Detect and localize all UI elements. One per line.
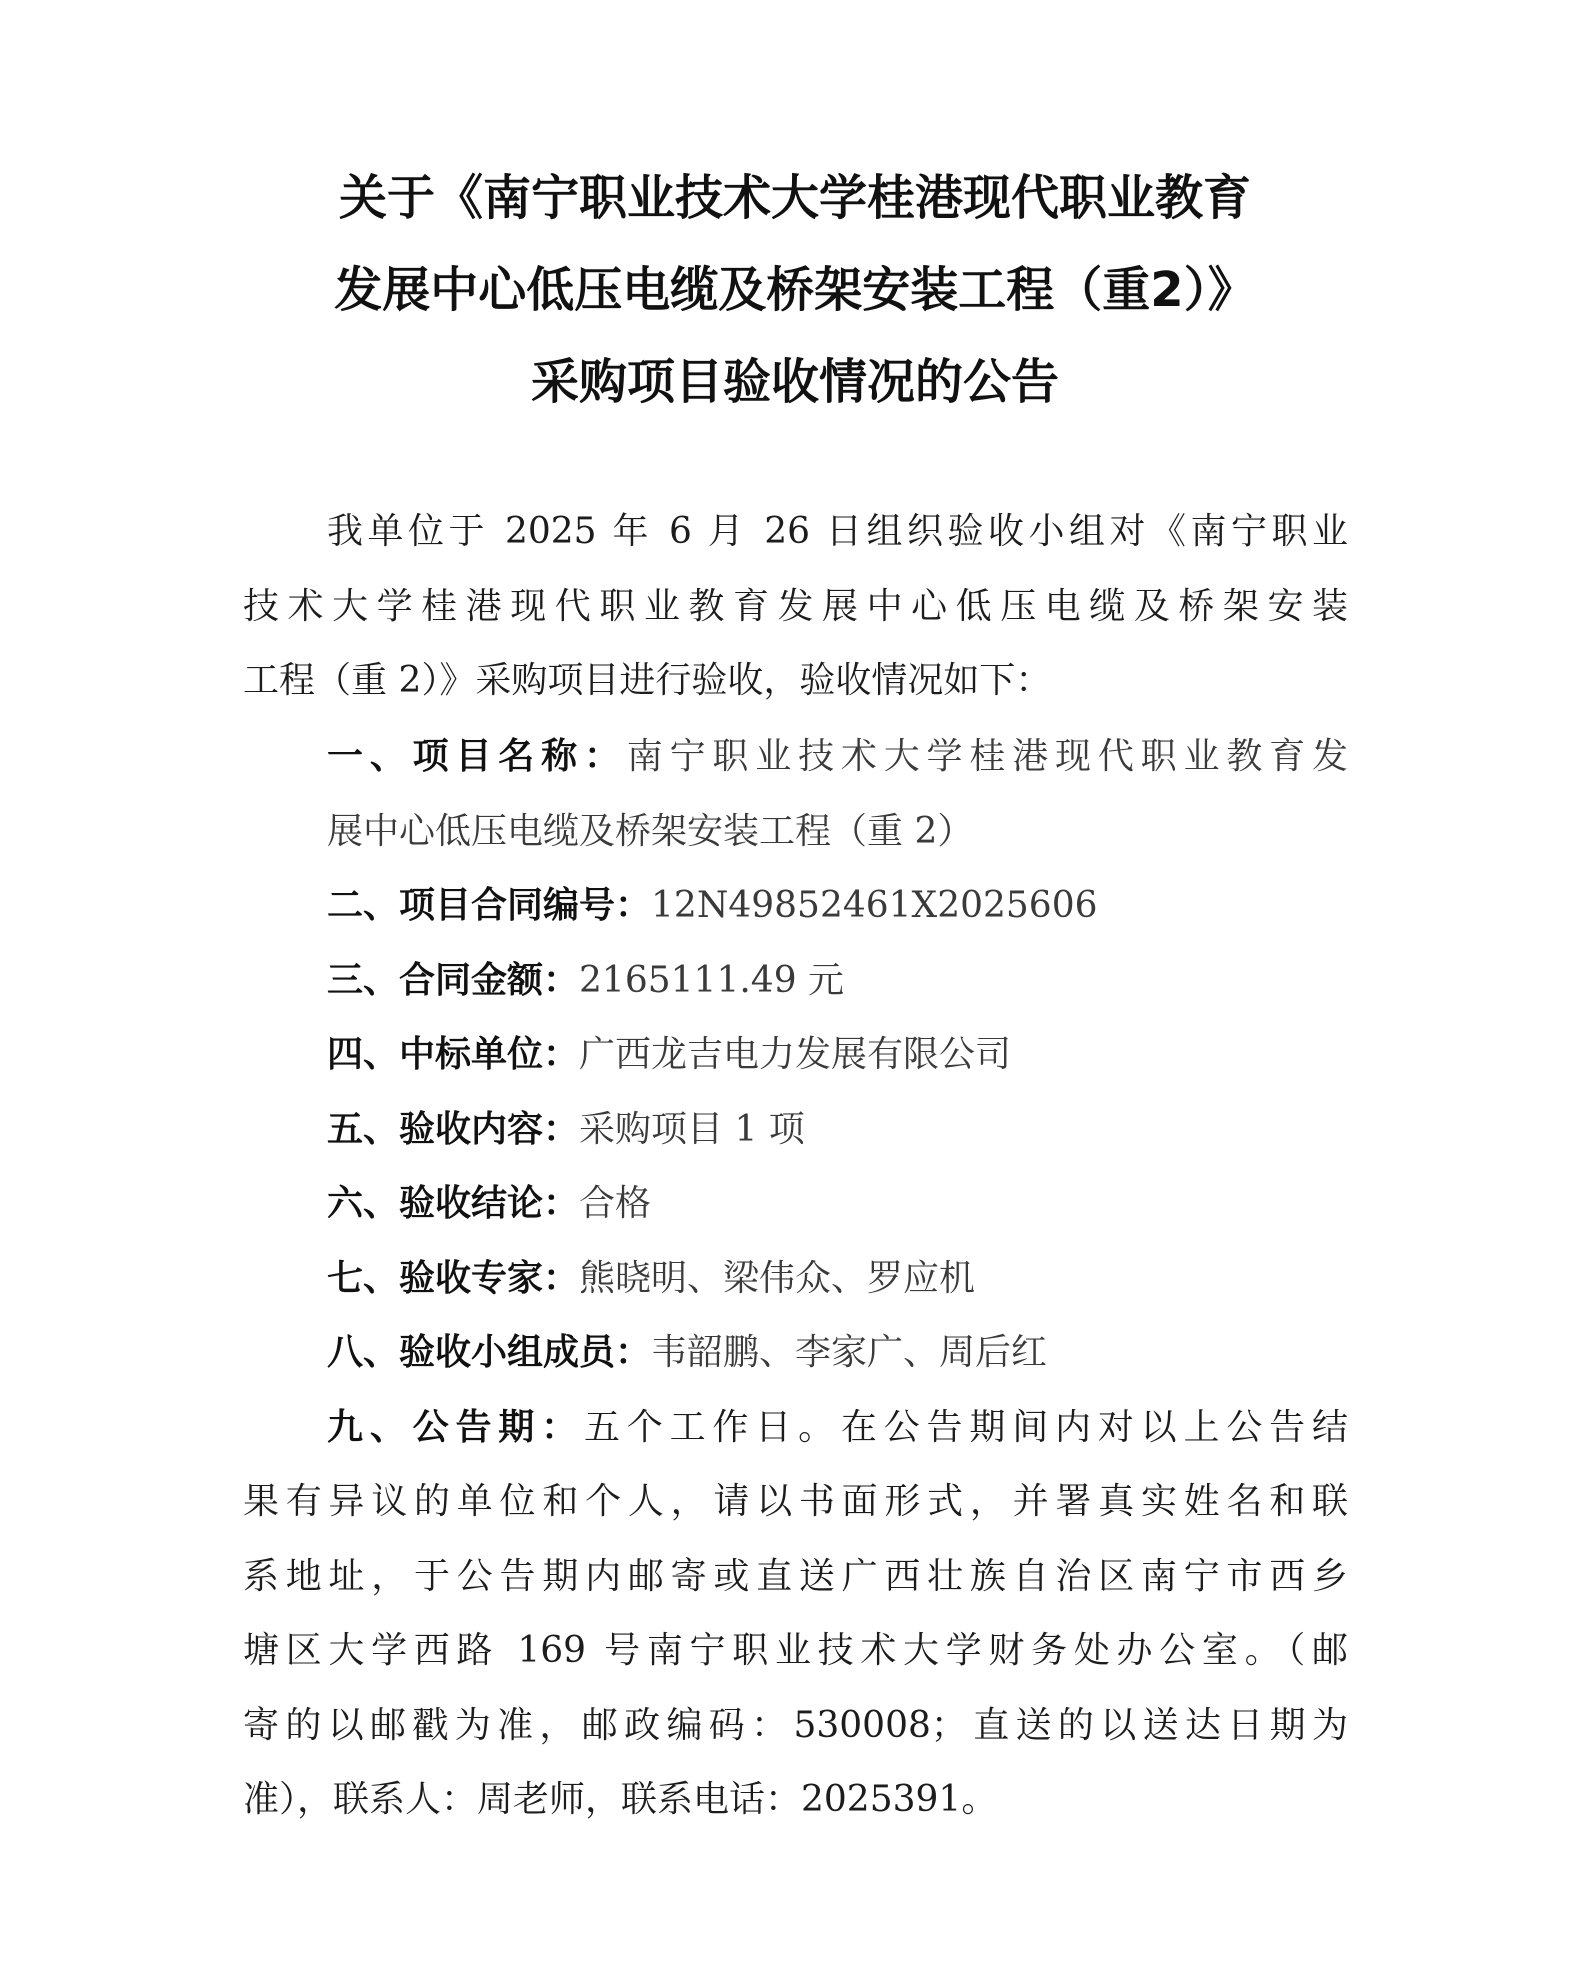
intro-line-3: 工程（重 2）》采购项目进行验收，验收情况如下： <box>243 660 1052 701</box>
item-acceptance-experts <box>243 1242 1348 1317</box>
item-label: 九、公告期： <box>327 1406 584 1448</box>
item-value: 熊晓明、梁伟众、罗应机 <box>579 1257 976 1299</box>
notice-period-line-2: 果有异议的单位和个人，请以书面形式，并署真实姓名和联 <box>243 1481 1348 1522</box>
item-label: 三、合同金额： <box>327 959 580 1001</box>
item-contract-number-line <box>243 869 1348 944</box>
item-value: 广西龙吉电力发展有限公司 <box>579 1034 1012 1075</box>
page-title <box>240 152 1350 428</box>
item-project-name-line-2: 展中心低压电缆及桥架安装工程（重 2） <box>327 810 974 852</box>
title-line-1: 关于《南宁职业技术大学桂港现代职业教育 <box>338 170 1251 226</box>
item-acceptance-content <box>243 1093 1348 1168</box>
item-acceptance-conclusion-line <box>243 1167 1348 1242</box>
item-label: 二、项目合同编号： <box>327 885 652 926</box>
item-contract-amount <box>243 944 1348 1019</box>
item-value: 2165111.49 元 <box>579 959 845 1001</box>
item-value: 五个工作日。在公告期间内对以上公告结 <box>583 1406 1348 1448</box>
item-acceptance-conclusion <box>243 1167 1348 1242</box>
item-label: 四、中标单位： <box>327 1034 580 1075</box>
item-label: 八、验收小组成员： <box>327 1332 652 1373</box>
notice-period-line-6: 准），联系人：周老师，联系电话：2025391。 <box>243 1779 998 1820</box>
item-acceptance-members-line <box>243 1316 1348 1391</box>
notice-period-line-5: 寄的以邮戳为准，邮政编码：530008；直送的以送达日期为 <box>243 1704 1348 1746</box>
item-label: 六、验收结论： <box>327 1183 580 1224</box>
item-winning-bidder <box>243 1018 1348 1093</box>
title-line-2: 发展中心低压电缆及桥架安装工程（重2）》 <box>334 262 1256 318</box>
item-contract-amount-line <box>243 944 1348 1019</box>
notice-period-line-4: 塘区大学西路 169 号南宁职业技术大学财务处办公室。（邮 <box>243 1630 1348 1671</box>
item-project-name-line-1 <box>243 720 1348 795</box>
item-winning-bidder-line <box>243 1018 1348 1093</box>
item-acceptance-experts-line <box>243 1242 1348 1317</box>
item-project-name <box>243 720 1348 869</box>
item-acceptance-content-line <box>243 1093 1348 1168</box>
notice-period-line-3: 系地址，于公告期内邮寄或直送广西壮族自治区南宁市西乡 <box>243 1555 1348 1597</box>
item-value: 采购项目 1 项 <box>579 1108 805 1150</box>
title-line-3: 采购项目验收情况的公告 <box>530 354 1059 410</box>
item-contract-number <box>243 869 1348 944</box>
intro-paragraph <box>243 495 1348 719</box>
item-acceptance-members <box>243 1316 1348 1391</box>
intro-line-1: 我单位于 2025 年 6 月 26 日组织验收小组对《南宁职业 <box>327 511 1348 552</box>
item-notice-period-line-1 <box>243 1391 1348 1466</box>
intro-line-2: 技术大学桂港现代职业教育发展中心低压电缆及桥架安装 <box>243 585 1348 627</box>
item-notice-period <box>243 1391 1348 1838</box>
item-value: 南宁职业技术大学桂港现代职业教育发 <box>626 736 1348 777</box>
item-value: 韦韶鹏、李家广、周后红 <box>651 1332 1048 1373</box>
item-label: 七、验收专家： <box>327 1257 580 1299</box>
item-value: 合格 <box>579 1183 652 1224</box>
item-value: 12N49852461X2025606 <box>651 885 1098 926</box>
item-label: 五、验收内容： <box>327 1108 580 1150</box>
acceptance-items <box>243 720 1348 1838</box>
item-label: 一、项目名称： <box>327 736 627 777</box>
